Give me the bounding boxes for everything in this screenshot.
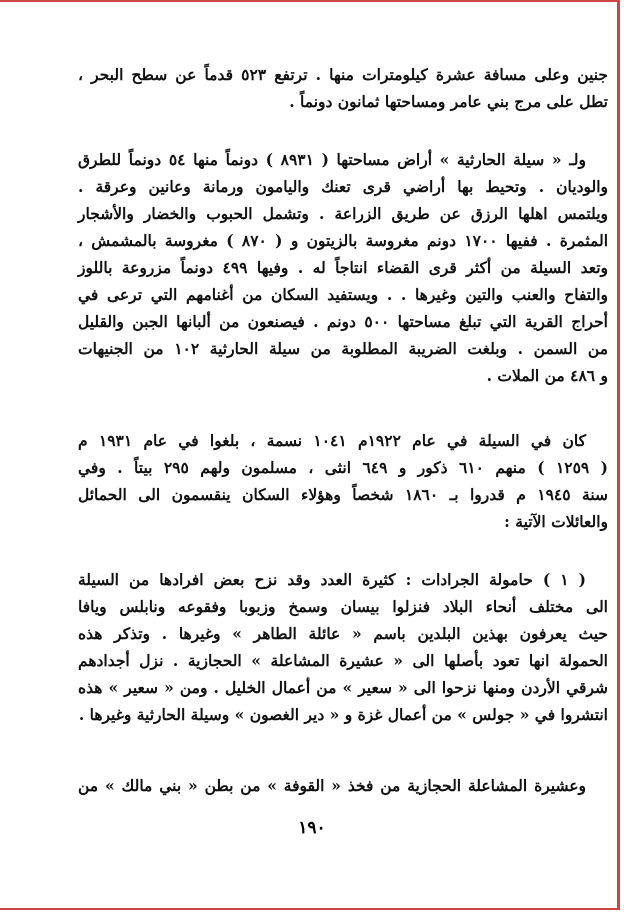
text-line: ( ١٢٥٩ ) منهم ٦١٠ ذكور و ٦٤٩ انثى ، مسلمون ولهم ٢٩٥ بيتاً . وفي: [78, 458, 609, 477]
text-line: وعشيرة المشاعلة الحجازية من فخذ « القوفة » من بطن « بني مالك » من: [78, 776, 586, 795]
paragraph-3: [78, 427, 608, 535]
text-line: شرقي الأردن ومنها نزحوا الى « سعير » من أعمال الخليل . ومن « سعير » هذه: [78, 678, 608, 697]
text-line: سنة ١٩٤٥ م قدروا بـ ١٨٦٠ شخصاً وهؤلاء السكان ينقسمون الى الحمائل: [78, 485, 608, 504]
text-line: جنين وعلى مسافة عشرة كيلومترات منها . ترتفع ٥٢٣ قدماً عن سطح البحر ،: [78, 65, 609, 84]
text-line: انتشروا في « جولس » من أعمال غزة و « دير الغصون » وسيلة الحارثية وغيرها .: [78, 705, 608, 724]
text-line: و ٤٨٦ من الملات .: [486, 366, 608, 385]
text-line: المثمرة . ففيها ١٧٠٠ دونم مغروسة بالزيتون و ( ٨٧٠ ) مغروسة بالمشمش ،: [78, 231, 608, 250]
text-line: الى مختلف أنحاء البلاد فنزلوا بيسان وسمخ وزبوبا وفقوعه ونابلس ويافا: [78, 597, 608, 616]
text-line: من السمن . وبلغت الضريبة المطلوبة من سيلة الحارثية ١٠٢ من الجنيهات: [78, 339, 608, 358]
text-line: أحراج القرية التي تبلغ مساحتها ٥٠٠ دونم . فيصنعون من ألبانها الجبن والقليل: [78, 312, 608, 331]
text-line: كان في السيلة في عام ١٩٢٢م ١٠٤١ نسمة ، بلغوا في عام ١٩٣١ م: [78, 431, 586, 450]
text-line: ويلتمس اهلها الرزق عن طريق الزراعة . وتشمل الحبوب والخضار والأشجار: [78, 204, 608, 223]
text-line: وتعد السيلة من أكثر قرى القضاء انتاجاً له . وفيها ٤٩٩ دونماً مزروعة باللوز: [78, 258, 608, 277]
paragraph-2: [78, 146, 608, 389]
paragraph-5: [78, 772, 608, 799]
text-line: حيث يعرفون بهذين البلدين باسم « عائلة الطاهر » وغيرها . وتذكر هذه: [78, 624, 608, 643]
text-line: ( ١ ) حامولة الجرادات : كثيرة العدد وقد نزح بعض افرادها من السيلة: [78, 570, 586, 589]
text-line: والتفاح والعنب والتين وغيرها . . ويستفيد السكان من أغنامهم التي ترعى في: [78, 285, 608, 304]
paragraph-4: [78, 566, 608, 728]
text-line: الحمولة انها تعود بأصلها الى « عشيرة المشاعلة » الحجازية . نزل أجدادهم: [78, 651, 608, 670]
text-line: ولـ « سيلة الحارثية » أراض مساحتها ( ٨٩٣١ ) دونماً منها ٥٤ دونماً للطرق: [78, 150, 587, 169]
text-line: والعائلات الآتية :: [504, 512, 608, 531]
text-line: تطل على مرج بني عامر ومساحتها ثمانون دونماً .: [289, 92, 608, 111]
paragraph-1: [78, 61, 608, 115]
page-number: ١٩٠: [298, 818, 326, 838]
text-line: والوديان . وتحيط بها أراضي قرى تعنك واليامون ورمانة وعانين وعرقة .: [78, 177, 608, 196]
